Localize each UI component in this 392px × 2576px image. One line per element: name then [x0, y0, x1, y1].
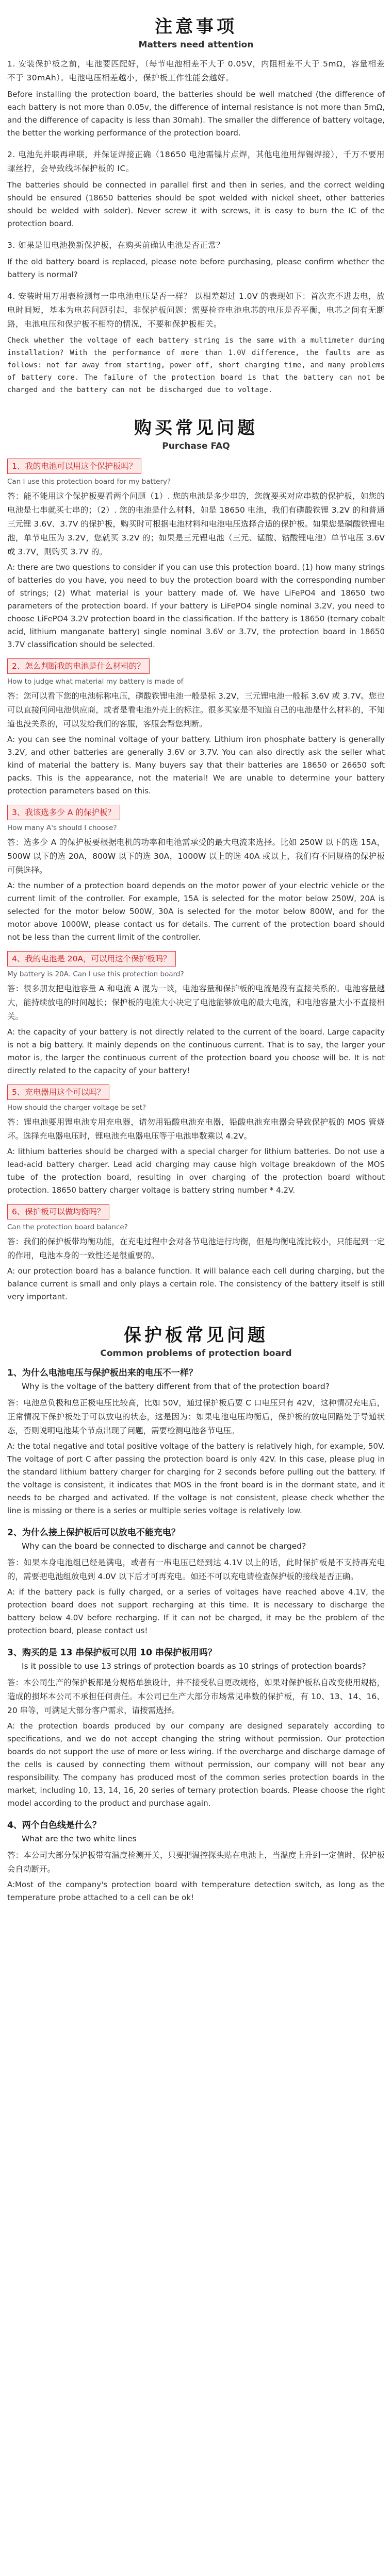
protection-question-zh: 4、两个白色线是什么？ [7, 1820, 101, 1831]
protection-answer-en: A: the protection boards produced by our company are designed separately according to specifications, and we do not accept changing the string without permission. Our protection boards do not support the use of more or less wiring. If the overcharge and discharge damage of the cells is caused by connecting them without permission, our company will not bear any responsibility. The company has produced most of the common series protection boards in the market, including 10, 13, 14, 16, 20 series of ternary protection boards. Please choose the right model according to the product and purchase again. [7, 1721, 385, 1808]
protection-faq-item [7, 1646, 385, 1810]
faq-item [7, 658, 385, 798]
faq-question-en: Can I use this protection board for my battery? [7, 478, 171, 486]
faq-question-en: Can the protection board balance? [7, 1223, 128, 1231]
note-en: Check whether the voltage of each battery string is the same with a multimeter during installation? With the performance of more than 1.0V difference, the faults are as follows: not far away from starting, power off, short charging time, and many problems of battery core. The failure of the protection board is that the battery can not be charged and the battery can not be discharged due to voltage. [7, 336, 385, 394]
protection-faq-heading [7, 1321, 385, 1359]
note-en: If the old battery board is replaced, please note before purchasing, please confirm whether the battery is normal? [7, 257, 385, 279]
faq-answer-zh: 答：很多朋友把电池容量 A 和电流 A 混为一谈，电池容量和保护板的电流是没有直接关系的。电池容量越大，能持续放电的时间越长；保护板的电流大小决定了电池能够放电的最大电流，和电池容量大小不直接相关。 [7, 984, 385, 1021]
note-item [7, 290, 385, 396]
protection-answer-en: A:Most of the company's protection board with temperature detection switch, as long as the temperature probe attached to a cell can be ok! [7, 1880, 385, 1902]
faq-question-en: How to judge what material my battery is made of [7, 677, 184, 686]
faq-question-zh: 5、充电器用这个可以吗？ [7, 1084, 109, 1100]
protection-faq-title-en: Common problems of protection board [100, 1348, 292, 1359]
faq-question-zh: 4、我的电池是 20A，可以用这个保护板吗？ [7, 951, 176, 967]
protection-question-en: Why can the board be connected to discharge and cannot be charged? [22, 1541, 306, 1551]
faq-question-en: How many A's should I choose? [7, 824, 117, 832]
note-item [7, 57, 385, 140]
faq-answer-zh: 答：能不能用这个保护板要看两个问题（1）. 您的电池是多少串的，您就要买对应串数的保护板，如您的电池是七串就买七串的；（2）. 您的电池是什么材料，如是 18650 电池，我们有磷酸铁锂 3.2V 的和普通三元锂 3.6V、3.7V 的保护板，购买时可根据电池材料和电池电压选择合适的保护板。如果您是磷酸铁锂电池，单节电压为 3.2V，您就买 3.2V 的；如果是三元锂电池（三元、锰酸、钴酸锂电池）单节电压 3.6V 或 3.7V，则购买 3.7V 的。 [7, 492, 385, 556]
purchase-faq-title-en: Purchase FAQ [162, 441, 230, 451]
protection-question-en: What are the two white lines [22, 1834, 137, 1843]
faq-question-zh: 6、保护板可以做均衡吗？ [7, 1204, 109, 1219]
purchase-faq-heading [7, 414, 385, 451]
note-item [7, 239, 385, 281]
protection-answer-zh: 答：如果本身电池组已经是满电，或者有一串电压已经到达 4.1V 以上的话，此时保护板是不支持再充电的，需要把电池组放电到 4.0V 以下后才可再充电。如还不可以充电请检查保护板的接线是否正确。 [7, 1558, 385, 1581]
note-zh: 3. 如果是旧电池换新保护板，在购买前确认电池是否正常？ [7, 241, 225, 250]
faq-question-en: How should the charger voltage be set? [7, 1104, 146, 1112]
protection-faq-item [7, 1526, 385, 1637]
protection-faq-list [7, 1366, 385, 1904]
purchase-faq-title-zh: 购买常见问题 [134, 418, 258, 438]
faq-item [7, 1204, 385, 1303]
faq-question-zh: 1、我的电池可以用这个保护板吗？ [7, 459, 141, 474]
protection-faq-title-zh: 保护板常见问题 [124, 1325, 268, 1346]
faq-answer-en: A: our protection board has a balance function. It will balance each cell during charging, but the balance current is small and only plays a certain role. The consistency of the battery itself is still very important. [7, 1266, 385, 1301]
faq-item [7, 1084, 385, 1197]
protection-question-en: Is it possible to use 13 strings of protection boards as 10 strings of protection boards? [22, 1662, 366, 1671]
protection-answer-zh: 答：本公司大部分保护板带有温度检测开关，只要把温控探头贴在电池上，当温度上升到一定值时，保护板会自动断开。 [7, 1851, 385, 1874]
faq-answer-zh: 答：您可以看下您的电池标称电压，磷酸铁锂电池一般是标 3.2V，三元锂电池一般标 3.6V 或 3.7V。您也可以直接问问电池供应商，或者是看电池外壳上的标注。很多买家是不知道自己的电池是什么材料的，不知道也没关系的，可以发给我们的客服，客服会帮您判断。 [7, 691, 385, 728]
note-item [7, 148, 385, 230]
note-zh: 4. 安装时用万用表检测每一串电池电压是否一样？ 以相差超过 1.0V 的表现如下：首次充不进去电，放电时间短，基本为电芯问题引起，非保护板问题：需要检查电池电芯的电压是否平衡，电芯之间有无断路，电池电压和保护板不相符的情况，不要和保护板相关。 [7, 292, 385, 329]
faq-question-zh: 2、怎么判断我的电池是什么材料的？ [7, 658, 150, 674]
protection-answer-zh: 答：本公司生产的保护板都是分规格单独设计，并不接受私自更改规格，如果对保护板私自改变使用规格，造成的损坏本公司不承担任何责任。本公司已生产大部分市场常见串数的保护板，有 10、13、14、16、20 串等，可满足大部分客户需求，请按需选择。 [7, 1678, 385, 1715]
faq-question-en: My battery is 20A. Can I use this protection board? [7, 970, 184, 978]
protection-answer-zh: 答：电池总负极和总正极电压比较高，比如 50V，通过保护板后要 C 口电压只有 42V，这种情况充电后，正常情况下保护板处于可以放电的状态，这是因为：如果电池电压均衡后，保护板的放电回路处于导通状态，否则说明电池某个节点出现了问题，需要检测电池各节电压。 [7, 1398, 385, 1435]
protection-answer-en: A: if the battery pack is fully charged, or a series of voltages have reached above 4.1V, the protection board does not support recharging at this time. It is necessary to discharge the battery below 4.0V before recharging. If it can not be charged, it may be the problem of the protection board, please contact us! [7, 1587, 385, 1635]
faq-answer-en: A: there are two questions to consider if you can use this protection board. (1) how many strings of batteries do you have, you need to buy the protection board with the corresponding number of strings; (2) What material is your battery made of. We have LiFePO4 and 18650 two parameters of the protection board. If your battery is LiFePO4 single nominal 3.2V, you need to choose LiFePO4 3.2V protection board in the classification. If the battery is 18650 (ternary cobalt acid, lithium manganate battery) single nominal 3.6V or 3.7V, the protection board in 18650 3.7V classification should be selected. [7, 563, 385, 649]
note-zh: 2. 电池先并联再串联，并保证焊接正确（18650 电池需镍片点焊，其他电池用焊锡焊接），千万不要用螺丝拧，会导致线坏保护板的 IC。 [7, 150, 385, 173]
note-zh: 1. 安装保护板之前，电池要匹配好，（每节电池相差不大于 0.05V，内阻相差不大于 5mΩ，容量相差不于 30mAh）。电池电压相差越小，保护板工作性能会越好。 [7, 59, 385, 82]
faq-item [7, 459, 385, 651]
protection-faq-item [7, 1366, 385, 1517]
faq-answer-en: A: the capacity of your battery is not directly related to the current of the board. Large capacity is not a big battery. It mainly depends on the continuous current. That is to say, the larger your motor is, the larger the continuous current of the protection board you choose will be. It is not directly related to the capacity of your battery! [7, 1027, 385, 1075]
notes-title-zh: 注意事项 [155, 16, 237, 37]
purchase-faq-list [7, 459, 385, 1303]
notes-list [7, 57, 385, 396]
faq-question-zh: 3、我该选多少 A 的保护板？ [7, 805, 120, 820]
protection-faq-item [7, 1818, 385, 1904]
note-en: The batteries should be connected in parallel first and then in series, and the correct welding should be ensured (18650 batteries should be spot welded with nickel sheet, other batteries should be welded with solder). Never screw it with screws, it is easy to burn the IC of the protection board. [7, 180, 385, 228]
protection-answer-en: A: the total negative and total positive voltage of the battery is relatively high, for example, 50V. The voltage of port C after passing the protection board is only 42V. In this case, please plug in the standard lithium battery charger for charging for 2 seconds before pulling out the battery. If the voltage is consistent, it indicates that MOS in the front board is in the dormant state, and it needs to be charged and activated. If the voltage is not consistent, please check whether the line is missing or there is a series or multiple series voltage is relatively low. [7, 1442, 385, 1515]
faq-answer-en: A: the number of a protection board depends on the motor power of your electric vehicle or the current limit of the controller. For example, 15A is selected for the motor below 250W, 20A is selected for the motor below 500W, 30A is selected for the motor below 800W, and for the motor above 1000W, please contact us for details. The current of the protection board should not be less than the current limit of the controller. [7, 881, 385, 942]
note-en: Before installing the protection board, the batteries should be well matched (the difference of each battery is not more than 0.05v, the difference of internal resistance is not more than 5mΩ, and the difference of capacity is less than 30mah). The smaller the difference of battery voltage, the better the working performance of the protection board. [7, 90, 385, 138]
faq-answer-en: A: you can see the nominal voltage of your battery. Lithium iron phosphate battery is generally 3.2V, and other batteries are generally 3.6V or 3.7V. You can also directly ask the seller what kind of material the battery is. Many buyers say that their batteries are 18650 or 26650 soft packs. This is the appearance, not the material! We are unable to determine your battery protection parameters based on this. [7, 735, 385, 795]
protection-question-en: Why is the voltage of the battery different from that of the protection board? [22, 1382, 330, 1391]
faq-item [7, 805, 385, 944]
faq-answer-zh: 答：我们的保护板带均衡功能，在充电过程中会对各节电池进行均衡，但是均衡电流比较小，只能起到一定的作用，电池本身的一致性还是很重要的。 [7, 1237, 385, 1260]
notes-heading [7, 12, 385, 50]
faq-answer-en: A: lithium batteries should be charged with a special charger for lithium batteries. Do not use a lead-acid battery charger. Lead acid charging may cause high voltage breakdown of the MOS tube of the protection board, resulting in over charging of the protection board without protection. 18650 battery charger voltage is battery string number * 4.2V. [7, 1147, 385, 1195]
protection-question-zh: 3、购买的是 13 串保护板可以用 10 串保护板用吗？ [7, 1648, 217, 1658]
faq-item [7, 951, 385, 1077]
protection-question-zh: 2、为什么接上保护板后可以放电不能充电？ [7, 1528, 180, 1538]
protection-question-zh: 1、为什么电池电压与保护板出来的电压不一样？ [7, 1368, 198, 1378]
notes-title-en: Matters need attention [138, 40, 254, 50]
faq-answer-zh: 答：选多少 A 的保护板要根据电机的功率和电池需承受的最大电流来选择。比如 250W 以下的选 15A，500W 以下的选 20A，800W 以下的选 30A，1000W 以上的选 40A 或以上，我们有不同规格的保护板可供选择。 [7, 838, 385, 875]
faq-answer-zh: 答：锂电池要用锂电池专用充电器，请勿用铅酸电池充电器，铅酸电池充电器会导致保护板的 MOS 管烧坏。选择充电器电压时，锂电池充电器电压等于电池串数乘以 4.2V。 [7, 1117, 385, 1141]
